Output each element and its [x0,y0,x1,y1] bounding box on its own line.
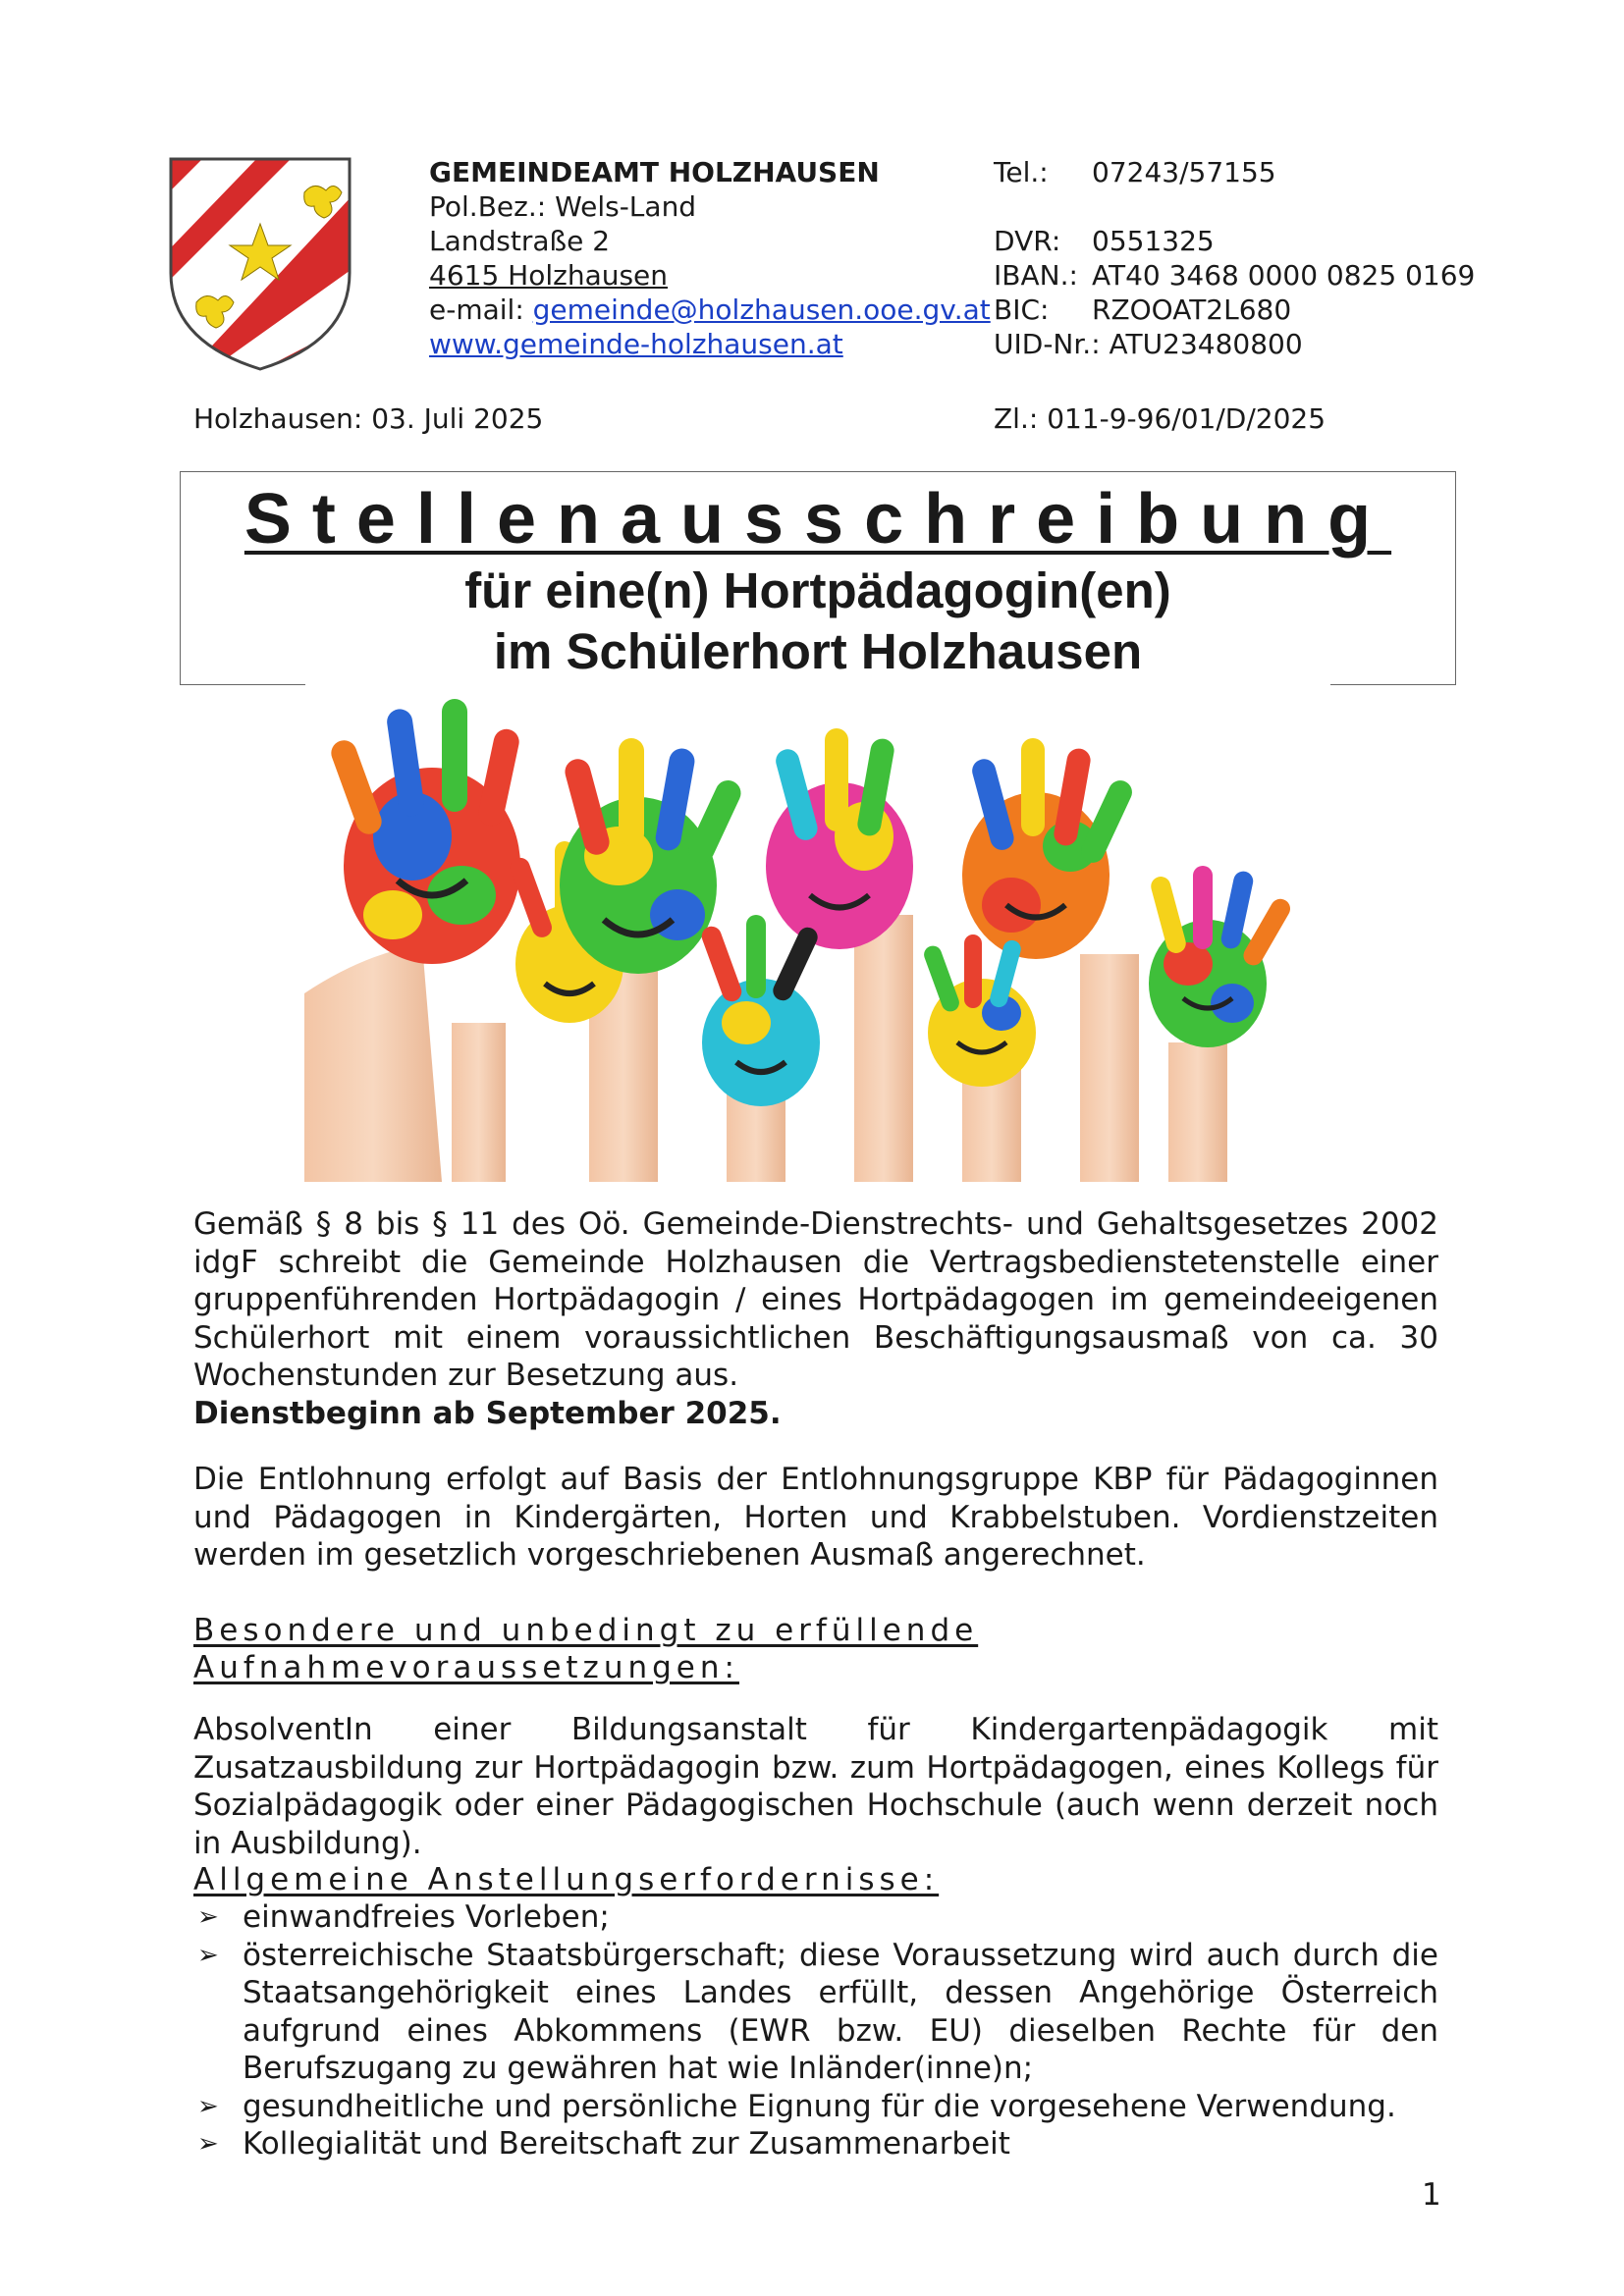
general-requirements-list [193,1898,1438,2163]
bullet-arrow-icon: ➢ [197,1940,219,1970]
requirements-paragraph: AbsolventIn einer Bildungsanstalt für Kindergartenpädagogik mit Zusatzausbildung zur Hortpädagogin bzw. zum Hortpädagogen, eines Kollegs für Sozialpädagogik oder einer Pädagogischen Hochschule (auch wenn derzeit noch in Ausbildung). [193,1712,1438,1861]
email-line [429,293,991,327]
document-date: Holzhausen: 03. Juli 2025 [193,402,544,435]
uid-value: ATU23480800 [1109,328,1303,360]
bullet-arrow-icon: ➢ [197,2129,219,2159]
uid-label: UID-Nr.: [994,328,1101,360]
email-link[interactable]: gemeinde@holzhausen.ooe.gv.at [532,294,991,326]
page-number: 1 [1422,2177,1441,2213]
street: Landstraße 2 [429,225,611,257]
page-title [180,478,1456,561]
section-heading-requirements-2: Aufnahmevoraussetzungen: [193,1650,739,1685]
section-heading-requirements-1: Besondere und unbedingt zu erfüllende [193,1613,979,1648]
bic-value: RZOOAT2L680 [1092,294,1292,326]
intro-paragraph: Gemäß § 8 bis § 11 des Oö. Gemeinde-Dienstrechts- und Gehaltsgesetzes 2002 idgF schreibt die Gemeinde Holzhausen die Vertragsbedienstetenstelle einer gruppenführenden Hortpädagogin / eines Hortpädagogen im gemeindeeigenen Schülerhort mit einem voraussichtlichen Beschäftigungsausmaß von ca. 30 Wochenstunden zur Besetzung aus. [193,1206,1438,1393]
tel-value: 07243/57155 [1092,156,1276,188]
section-heading-general: Allgemeine Anstellungserfordernisse: [193,1862,940,1897]
list-item: ➢ österreichische Staatsbürgerschaft; diese Voraussetzung wird auch durch die Staatsangehörigkeit eines Landes erfüllt, dessen Angehörige Österreich aufgrund eines Abkommens (EWR bzw. EU) dieselben Rechte für den Berufszugang zu gewähren hat wie Inländer(inne)n; [197,1937,1438,2086]
iban-label: IBAN.: [994,259,1078,292]
list-item: ➢ gesundheitliche und persönliche Eignung für die vorgesehene Verwendung. [197,2088,1396,2124]
salary-paragraph: Die Entlohnung erfolgt auf Basis der Entlohnungsgruppe KBP für Pädagoginnen und Pädagogen in Kindergärten, Horten und Krabbelstuben. Vordienstzeiten werden im gesetzlich vorgeschriebenen Ausmaß angerechnet. [193,1462,1438,1573]
bic-label: BIC: [994,294,1050,326]
reference-number: Zl.: 011-9-96/01/D/2025 [994,402,1326,435]
painted-hands-image [304,699,1316,1182]
tel-label: Tel.: [994,156,1049,188]
dvr-label: DVR: [994,225,1061,257]
page-title-text: Stellenausschreibung [244,480,1392,559]
iban-value: AT40 3468 0000 0825 0169 [1092,259,1476,292]
bullet-arrow-icon: ➢ [197,2091,219,2121]
dvr-value: 0551325 [1092,225,1215,257]
sender-address [429,155,991,361]
subtitle-location: im Schülerhort Holzhausen [493,623,1143,679]
city: 4615 Holzhausen [429,259,669,292]
contact-details [994,155,1475,361]
email-label: e-mail: [429,294,533,326]
district: Pol.Bez.: Wels-Land [429,190,697,223]
list-item: ➢ einwandfreies Vorleben; [197,1899,610,1935]
coat-of-arms-logo [167,155,353,373]
website-link[interactable]: www.gemeinde-holzhausen.at [429,328,843,360]
org-name: GEMEINDEAMT HOLZHAUSEN [429,156,880,188]
start-date: Dienstbeginn ab September 2025. [193,1396,782,1431]
bullet-arrow-icon: ➢ [197,1902,219,1932]
list-item: ➢ Kollegialität und Bereitschaft zur Zusammenarbeit [197,2126,1010,2162]
subtitle-position: für eine(n) Hortpädagogin(en) [464,562,1171,618]
